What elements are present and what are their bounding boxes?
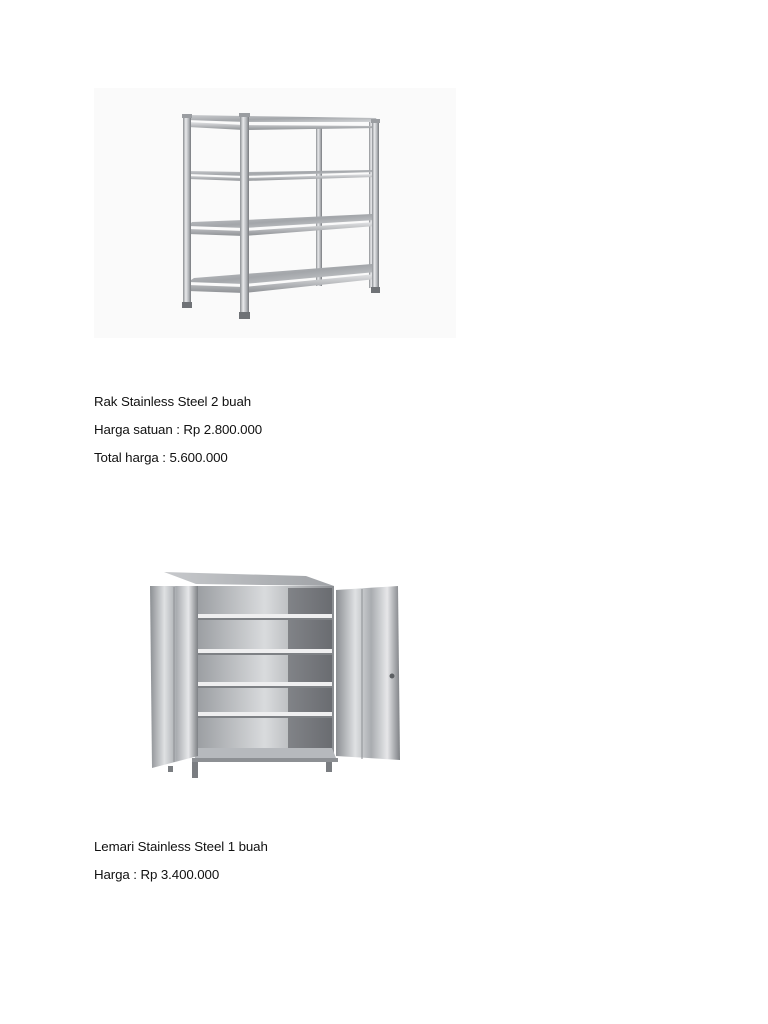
- shelf-levels: [188, 115, 378, 293]
- shelf-rack-illustration: [94, 88, 456, 338]
- item-1-total-price: Total harga : 5.600.000: [94, 450, 228, 465]
- cabinet-image: [140, 560, 410, 790]
- shelf-rack-image: [94, 88, 456, 338]
- item-1-unit-price: Harga satuan : Rp 2.800.000: [94, 422, 263, 437]
- item-2-price: Harga : Rp 3.400.000: [94, 867, 220, 882]
- item-2-name: Lemari Stainless Steel 1 buah: [94, 839, 268, 854]
- cabinet-illustration: [140, 560, 410, 790]
- item-1-name: Rak Stainless Steel 2 buah: [94, 394, 252, 409]
